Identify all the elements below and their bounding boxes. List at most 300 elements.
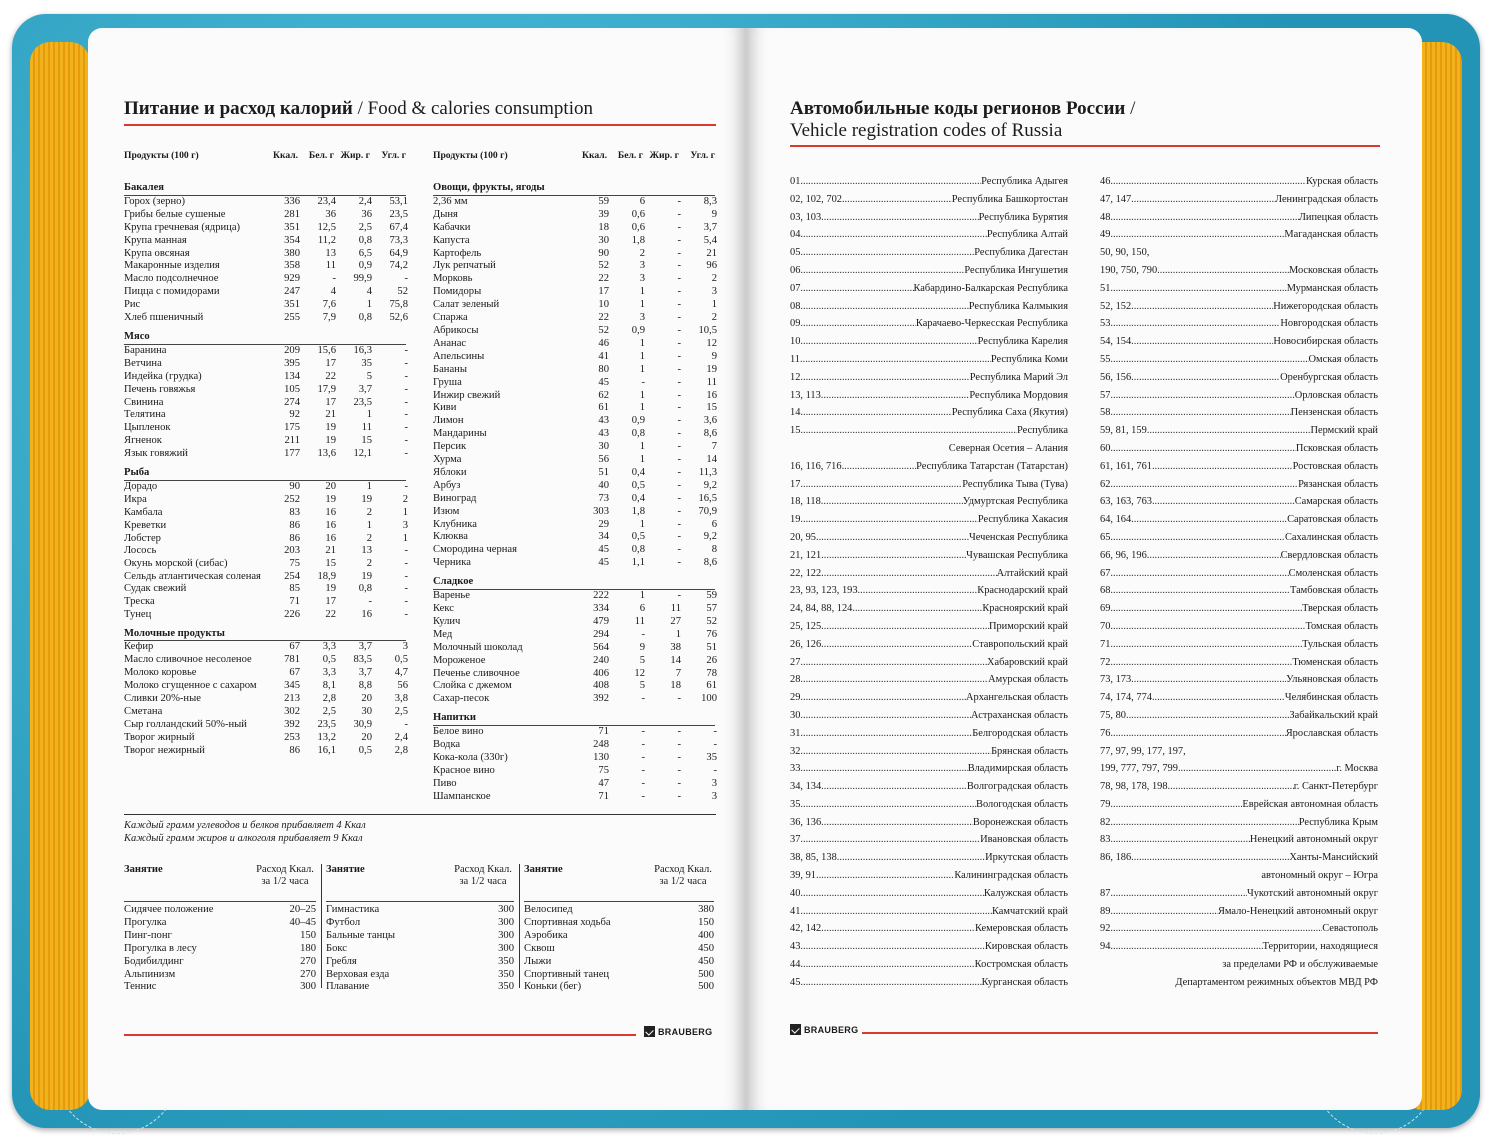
table-row [433,765,715,778]
title-en: Vehicle registration codes of Russia [790,120,1063,141]
activity-kcal: 350 [498,981,514,993]
table-cell: - [677,505,681,517]
table-row [124,345,406,358]
table-row [433,791,715,804]
table-cell: 408 [593,680,609,692]
region-name: Омская область [1308,353,1378,365]
table-cell: Капуста [433,234,470,246]
region-code-row [790,814,1068,832]
table-cell: - [677,790,681,802]
table-cell: - [404,273,408,285]
table-cell: - [641,726,645,738]
table-row [433,739,715,752]
category-heading: Рыба [124,467,406,481]
region-name: Вологодская область [976,798,1068,810]
table-row [433,390,715,403]
table-cell: 12,5 [317,221,336,233]
region-code-row [790,831,1068,849]
table-cell: - [404,383,408,395]
activity-kcal: 300 [498,904,514,915]
region-name: г. Москва [1336,763,1378,775]
table-row [124,533,406,546]
table-cell: 18 [598,221,609,233]
table-cell: 0,4 [631,492,645,504]
activity-row [326,981,514,994]
region-code: 31 [790,727,801,739]
table-cell: - [713,726,717,738]
region-code-row [790,244,1068,262]
table-cell: Сметана [124,705,163,717]
region-name: Краснодарский край [977,585,1068,597]
region-code: 49 [1100,229,1111,241]
leader-dots [800,404,951,422]
table-row [433,260,715,273]
leader-dots [842,458,917,476]
table-cell: 90 [598,247,609,259]
leader-dots [1168,778,1294,796]
table-cell: Кабачки [433,221,471,233]
leader-dots [821,209,978,227]
region-name: Белгородская область [972,727,1068,739]
codes-column-1 [790,173,1068,992]
activity-row [326,969,514,982]
table-cell: - [404,370,408,382]
leader-dots [1110,476,1298,494]
table-cell: Молоко коровье [124,667,197,679]
header-cell: Жир. г [649,150,679,161]
table-cell: Судак свежий [124,582,187,594]
table-cell: Абрикосы [433,324,479,336]
region-name: Самарская область [1294,496,1378,508]
region-code-row [1100,920,1378,938]
activity-row [326,917,514,930]
table-row [124,248,406,261]
table-cell: 2,5 [322,705,336,717]
activity-header-unit: Расход Ккал. за 1/2 часа [256,864,314,887]
region-name: Ярославская область [1285,727,1378,739]
region-code: 54, 154 [1100,336,1132,348]
region-name: Республика Дагестан [974,247,1068,259]
region-name: Северная Осетия – Алания [948,442,1068,454]
region-code-row [1100,618,1378,636]
region-code: 23, 93, 123, 193 [790,585,858,597]
table-cell: 16 [325,506,336,518]
leader-dots [800,351,991,369]
table-cell: 6 [639,195,645,207]
table-row [433,299,715,312]
codes-page-title [790,98,1135,142]
table-cell: 8,3 [703,195,717,207]
table-cell: 0,4 [631,466,645,478]
leader-dots [1110,582,1290,600]
table-cell: Арбуз [433,479,461,491]
leader-dots [1131,849,1289,867]
category-heading: Молочные продукты [124,628,406,642]
table-cell: 1 [639,402,645,414]
activity-kcal: 500 [698,981,714,993]
table-cell: 1 [639,286,645,298]
region-name: Хабаровский край [986,656,1068,668]
table-cell: - [677,479,681,491]
region-code-row [1100,867,1378,885]
region-name: Волгоградская область [966,781,1068,793]
table-cell: 17 [598,286,609,298]
table-row [433,377,715,390]
table-cell: Варенье [433,590,470,602]
table-cell: Салат зеленый [433,299,500,311]
region-code-row [790,209,1068,227]
leader-dots [842,191,952,209]
table-cell: 12 [706,337,717,349]
table-cell: 3 [639,260,645,272]
activity-kcal: 380 [698,904,714,915]
activity-name: Лыжи [524,955,552,967]
table-cell: - [332,273,336,285]
table-cell: 4 [330,286,336,298]
table-row [433,590,715,603]
table-row [433,209,715,222]
region-code: 76 [1100,727,1111,739]
table-cell: 74,2 [389,260,408,272]
table-cell: - [641,777,645,789]
table-cell: Персик [433,441,467,453]
table-cell: 14 [670,654,681,666]
region-name: Московская область [1288,264,1378,276]
table-cell: Сахар-песок [433,693,490,705]
table-cell: 78 [706,667,717,679]
header-cell: Бел. г [617,150,643,161]
activity-row [524,981,714,994]
leader-dots [800,760,967,778]
table-row [433,325,715,338]
leader-dots [1110,725,1285,743]
table-cell: Молоко сгущенное с сахаром [124,680,257,692]
table-cell: Крупа манная [124,234,187,246]
region-code-row [790,476,1068,494]
table-cell: 3,7 [703,221,717,233]
table-cell: 52 [397,286,408,298]
region-code: 64, 164 [1100,514,1132,526]
header-cell: Ккал. [272,150,298,161]
table-cell: 16 [361,608,372,620]
region-code: 74, 174, 774 [1100,692,1152,704]
region-code: 07 [790,282,801,294]
region-code-row [1100,244,1378,262]
table-row [433,655,715,668]
region-code: 63, 163, 763 [1100,496,1152,508]
table-cell: 71 [598,726,609,738]
activity-row [524,917,714,930]
activity-name: Бодибилдинг [124,955,184,967]
table-cell: 0,8 [631,428,645,440]
region-name: Республика [1016,425,1068,437]
table-cell: 8,6 [703,428,717,440]
region-code: 26, 126 [790,638,822,650]
activity-kcal: 400 [698,929,714,941]
region-code: 51 [1100,282,1111,294]
table-cell: Макаронные изделия [124,260,220,272]
table-cell: 6 [639,603,645,614]
leader-dots [852,600,982,618]
table-row [433,603,715,616]
table-row [124,667,406,680]
table-cell: Морковь [433,273,473,285]
title-underline [790,145,1380,147]
region-name: Забайкальский край [1289,709,1378,721]
leader-dots [800,280,913,298]
table-row [433,544,715,557]
table-cell: 80 [598,363,609,375]
region-code: 67 [1100,567,1111,579]
table-cell: - [404,448,408,460]
region-code-row [790,173,1068,191]
table-row [433,680,715,693]
table-cell: - [404,571,408,583]
table-cell: Лимон [433,415,464,427]
region-code: 46 [1100,176,1111,187]
table-row [124,571,406,583]
table-row [124,312,406,325]
table-cell: Треска [124,595,155,607]
table-cell: - [404,718,408,730]
table-cell: 395 [284,357,300,369]
region-code: 41 [790,905,801,917]
activity-kcal: 270 [300,968,316,980]
table-cell: - [677,518,681,530]
leader-dots [1110,796,1242,814]
region-code-row [790,333,1068,351]
region-code: 27 [790,656,801,668]
table-cell: Ветчина [124,357,162,369]
table-cell: 17 [325,396,336,408]
leader-dots [1110,618,1305,636]
leader-dots [1110,831,1250,849]
region-name: Карачаево-Черкесская Республика [915,318,1068,330]
region-code: 11 [790,353,801,365]
table-cell: 85 [289,582,300,594]
region-code: 70 [1100,620,1111,632]
table-cell: 73 [598,492,609,504]
table-cell: Яблоки [433,466,467,478]
table-cell: - [677,273,681,285]
activity-name: Гребля [326,955,357,967]
table-row [433,531,715,544]
table-cell: 76 [706,628,717,640]
activity-kcal: 300 [498,942,514,954]
table-cell: - [677,208,681,220]
table-cell: - [404,595,408,607]
region-code: 04 [790,229,801,241]
table-cell: 1,8 [631,505,645,517]
region-code-row [790,280,1068,298]
table-cell: 53,1 [389,195,408,207]
table-cell: 38 [670,641,681,653]
activity-name: Плавание [326,981,370,993]
table-cell: 0,8 [358,582,372,594]
region-code-row [790,849,1068,867]
table-cell: Творог жирный [124,731,195,743]
leader-dots [1110,226,1284,244]
table-cell: 134 [284,370,300,382]
table-cell: 1 [366,409,372,421]
table-cell: 45 [598,544,609,556]
table-cell: 83,5 [353,654,372,666]
table-row [433,629,715,642]
table-cell: 2,36 мм [433,195,468,207]
region-code-row [790,565,1068,583]
table-cell: 96 [706,260,717,272]
table-row [124,596,406,609]
table-cell: 99,9 [353,273,372,285]
table-row [433,778,715,791]
table-cell: 29 [598,518,609,530]
table-row [124,422,406,435]
region-code-row [1100,582,1378,600]
title-separator: / [1130,98,1136,119]
table-cell: - [677,299,681,311]
region-name: Новгородская область [1280,318,1378,330]
table-cell: Сыр голландский 50%-ный [124,718,247,730]
leader-dots [1147,422,1311,440]
region-code: 01 [790,176,801,187]
food-table-1 [124,150,406,758]
activity-table-2 [326,864,514,994]
table-cell: 1 [639,441,645,453]
region-name: Челябинская область [1284,692,1378,704]
left-page [88,28,746,1110]
activity-row [524,956,714,969]
region-code-row [1100,814,1378,832]
table-row [433,428,715,441]
region-code-row [790,582,1068,600]
table-cell: - [677,739,681,751]
table-cell: 59 [706,590,717,602]
table-cell: 1 [366,299,372,311]
header-cell: Ккал. [581,150,607,161]
region-code: 39, 91 [790,870,816,882]
leader-dots [800,422,1017,440]
table-cell: - [677,376,681,388]
region-code: 13, 113 [790,389,821,401]
leader-dots [800,743,991,761]
activity-kcal: 40–45 [289,916,316,928]
table-cell: Лосось [124,545,157,557]
table-cell: 62 [598,389,609,401]
activity-row [524,904,714,917]
table-cell: 11 [706,376,717,388]
table-cell: Пиво [433,777,457,789]
table-cell: 929 [284,273,300,285]
table-cell: 2 [366,506,372,518]
table-cell: 3,6 [703,415,717,427]
table-cell: 11 [670,603,681,614]
region-code: 65 [1100,531,1111,543]
table-cell: 86 [289,519,300,531]
region-code: 83 [1100,834,1111,846]
table-cell: 0,8 [631,544,645,556]
activity-row [524,943,714,956]
table-cell: - [677,234,681,246]
leader-dots [800,244,974,262]
activity-kcal: 450 [698,942,714,954]
region-name: Иркутская область [985,852,1068,864]
table-cell: 16,1 [317,744,336,756]
region-name: Брянская область [991,745,1068,757]
table-cell: 1 [675,628,681,640]
table-cell: 254 [284,571,300,583]
region-code-row [1100,209,1378,227]
activity-kcal: 450 [698,955,714,967]
region-code-row [1100,600,1378,618]
table-cell: Черника [433,557,471,569]
table-cell: 336 [284,195,300,207]
table-cell: 11 [325,260,336,272]
table-cell: 1 [639,454,645,466]
region-code-row [790,404,1068,422]
table-cell: 20 [325,480,336,492]
table-cell: - [677,544,681,556]
leader-dots [1110,938,1262,956]
region-name: Новосибирская область [1273,336,1378,348]
region-code-row [790,226,1068,244]
table-cell: 345 [284,680,300,692]
table-cell: 3 [711,286,717,298]
leader-dots [821,920,975,938]
region-code: 199, 777, 797, 799 [1100,763,1178,775]
region-name: Ульяновская область [1286,674,1378,686]
table-cell: 10,5 [698,324,717,336]
table-cell: 105 [284,383,300,395]
region-code-row [790,903,1068,921]
region-code: 25, 125 [790,620,822,632]
table-cell: 47 [598,777,609,789]
table-cell: - [677,590,681,602]
table-cell: 34 [598,531,609,543]
table-cell: 0,8 [358,312,372,324]
region-code-row [1100,333,1378,351]
activity-name: Бокс [326,942,347,954]
table-cell: 13 [325,247,336,259]
table-cell: 0,9 [631,324,645,336]
table-cell: - [677,492,681,504]
leader-dots [1131,369,1280,387]
region-code: 29 [790,692,801,704]
activity-name: Теннис [124,981,157,993]
region-code-row [790,867,1068,885]
table-cell: Кока-кола (330г) [433,751,508,763]
table-cell: 92 [289,409,300,421]
region-name: Кемеровская область [975,923,1068,935]
activity-name: Сидячее положение [124,904,214,915]
table-cell: 2 [711,312,717,324]
leader-dots [800,796,976,814]
region-code: 92 [1100,923,1111,935]
table-cell: 43 [598,428,609,440]
table-cell: 75 [289,558,300,570]
table-row [433,235,715,248]
table-cell: - [677,286,681,298]
table-cell: 19 [325,493,336,505]
leader-dots [821,778,967,796]
leader-dots [1110,565,1288,583]
table-row [124,507,406,520]
region-code: 14 [790,407,801,419]
leader-dots [821,387,970,405]
table-row [433,415,715,428]
table-cell: 19 [706,363,717,375]
region-code: 19 [790,514,801,526]
region-code-row [790,191,1068,209]
